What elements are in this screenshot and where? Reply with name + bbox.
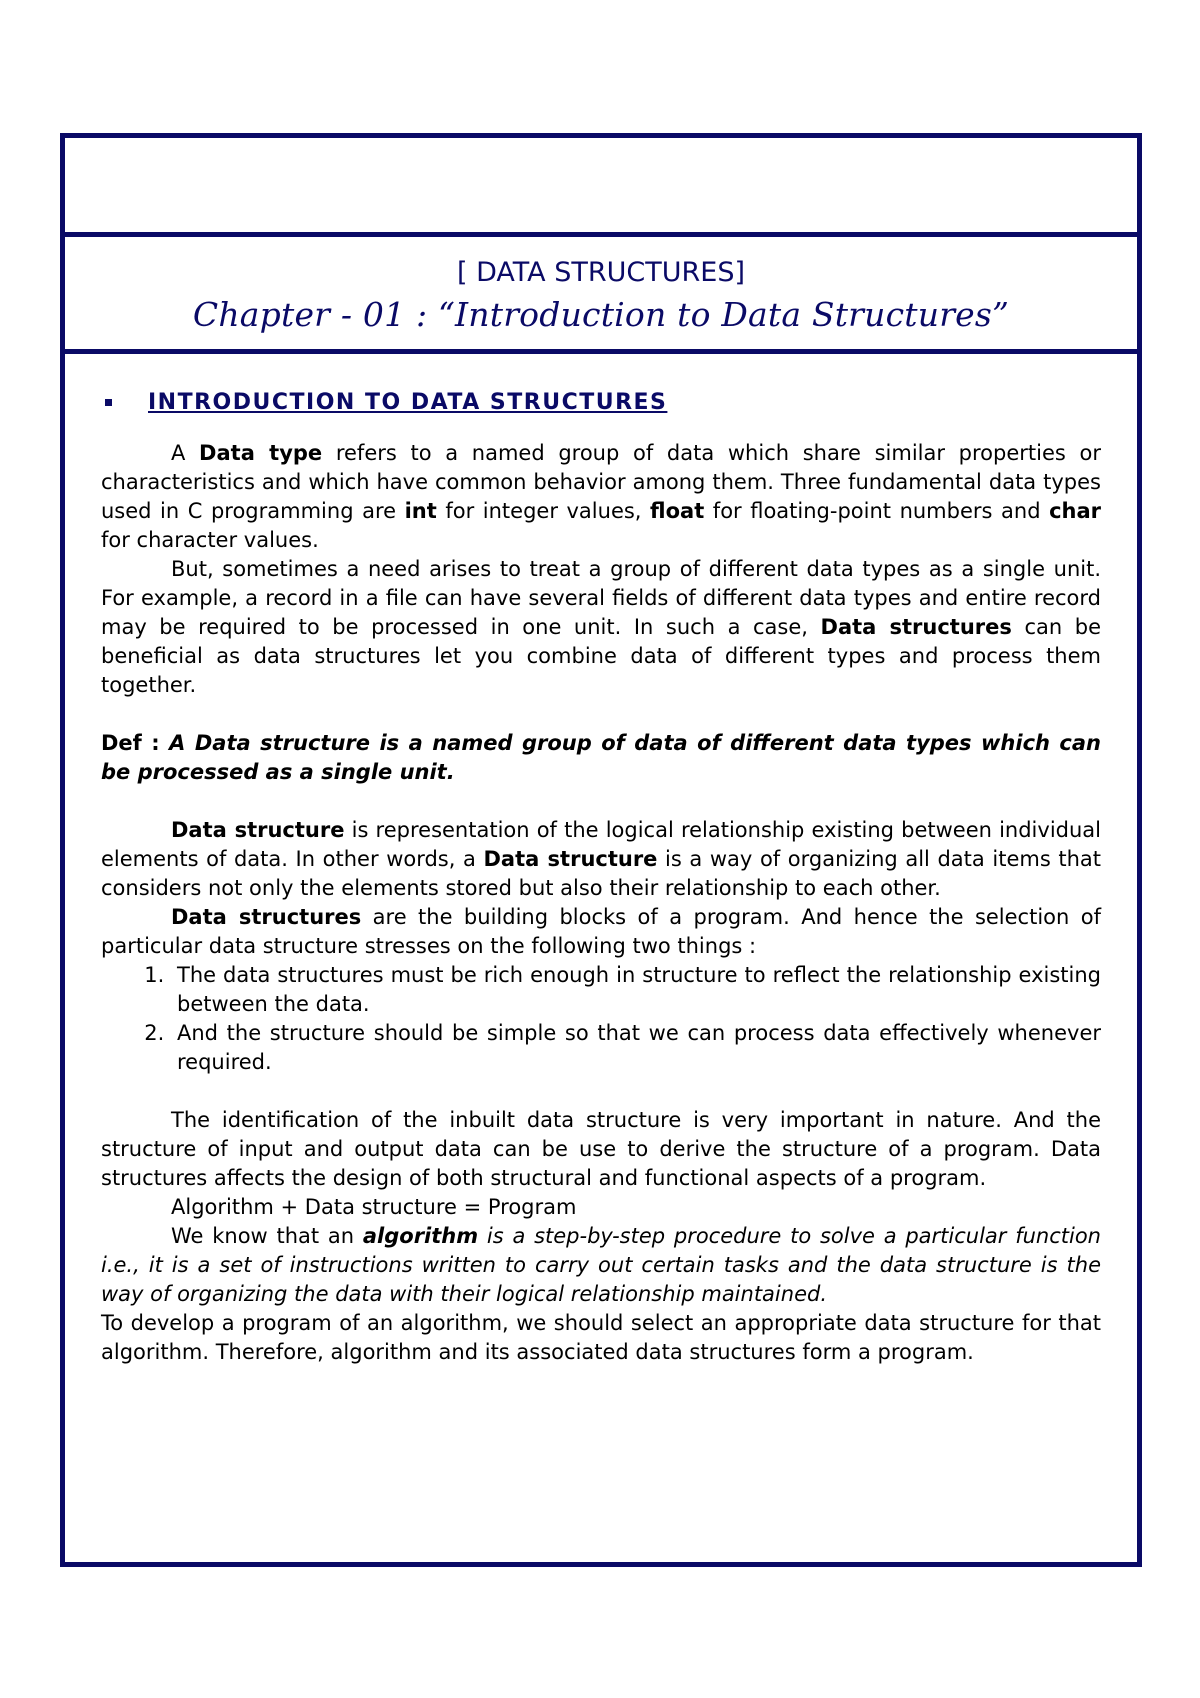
term-data-structure: Data structure (171, 818, 345, 842)
term-char: char (1049, 499, 1102, 523)
term-int: int (404, 499, 437, 523)
paragraph-identification: The identification of the inbuilt data structure is very important in nature. And the structure of input and output data can be use to derive the structure of a program. Data structures affects the design of both structural and functional aspects of a program. (101, 1108, 1101, 1190)
paragraph-need (101, 555, 1101, 700)
definition-text: A Data structure is a named group of data of different data types which can be processed as a single unit. (101, 731, 1101, 784)
definition (101, 729, 1101, 787)
section-heading (101, 388, 1101, 417)
term-algorithm: algorithm (362, 1224, 479, 1248)
paragraph-develop: To develop a program of an algorithm, we should select an appropriate data structure for that algorithm. Therefore, algorithm and its associated data structures form a program. (101, 1311, 1101, 1364)
term-float: float (650, 499, 705, 523)
text-run: refers to a named group of data which share similar properties or characteristics and which have common behavior among them. Three fundamental data types used in C programming are (101, 441, 1101, 523)
text-run: for character values. (101, 528, 319, 552)
page-frame (60, 133, 1142, 1567)
header-blank-row (65, 138, 1137, 237)
paragraph-representation (101, 816, 1101, 903)
header-title-row (65, 237, 1137, 354)
paragraph-algorithm (101, 1222, 1101, 1309)
document-body (101, 388, 1101, 1367)
text-run: But, sometimes a need arises to treat a group of different data types as a single unit. For example, a record in a file can have several fields of different data types and entire record may be required to be processed in one unit. In such a case, (101, 557, 1101, 639)
text-run: A (171, 441, 200, 465)
text-run: are the building blocks of a program. And hence the selection of particular data structure stresses on the following two things : (101, 905, 1101, 958)
chapter-title: Chapter - 01 : “Introduction to Data Structures” (192, 295, 1010, 334)
square-bullet-icon (105, 399, 112, 406)
term-data-structures: Data structures (171, 905, 362, 929)
numbered-list (101, 961, 1101, 1077)
equation-line: Algorithm + Data structure = Program (171, 1195, 577, 1219)
text-run: is representation of the logical relationship existing between individual elements of data. In other words, a (101, 818, 1101, 871)
term-data-structure: Data structure (483, 847, 658, 871)
paragraph-data-type (101, 439, 1101, 555)
term-data-structures: Data structures (820, 615, 1012, 639)
paragraph-building-blocks (101, 903, 1101, 961)
subject-title: [ DATA STRUCTURES] (456, 257, 745, 288)
definition-label: Def : (101, 731, 170, 755)
text-run: is a step-by-step procedure to solve a particular function i.e., it is a set of instructions written to carry out certain tasks and the data structure is the way of organizing the data with their logical relationship maintained. (101, 1224, 1101, 1306)
term-data-type: Data type (199, 441, 323, 465)
text-run: We know that an (171, 1224, 363, 1248)
text-run: can be beneficial as data structures let you combine data of different types and process them together. (101, 615, 1101, 697)
list-item: 1. The data structures must be rich enough in structure to reflect the relationship existing between the data. (171, 961, 1101, 1019)
text-run: for integer values, (436, 499, 651, 523)
section-title: INTRODUCTION TO DATA STRUCTURES (148, 390, 668, 415)
text-run: for floating-point numbers and (704, 499, 1050, 523)
text-run: is a way of organizing all data items that considers not only the elements stored but also their relationship to each other. (101, 847, 1102, 900)
list-item: 2. And the structure should be simple so that we can process data effectively whenever required. (171, 1019, 1101, 1077)
